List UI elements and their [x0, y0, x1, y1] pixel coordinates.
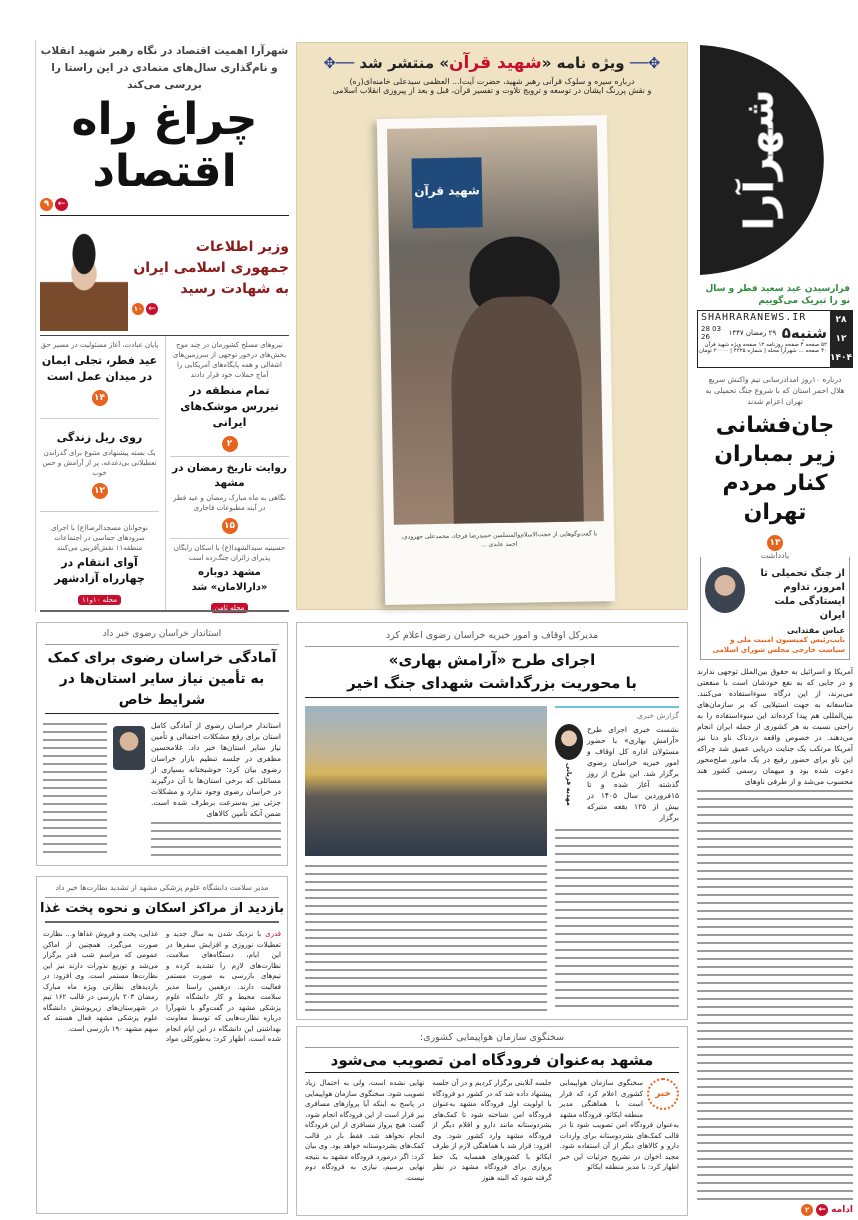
continue-label: ادامه: [831, 1205, 853, 1215]
oped-label: یادداشت: [750, 551, 800, 560]
governor-article: استاندار خراسان رضوی خبر داد آمادگی خراسان رضوی برای کمک به تأمین نیاز سایر استان‌ها در شرایط خاص استاندار خراسان رضوی از آمادگی کامل استان برای رفع مشکلات احتمالی و تأمین نیاز سایر استان‌ها خبر داد. غلامحسین مظفری در جلسه تنظیم بازار خراسان رضوی بیان کرد: خوشبختانه بسیاری از مسائلی که برخی استان‌ها با آن درگیرند در خراسان رضوی وجود ندارد و مشکلات جزئی نیز به‌سرعت برطرف شده است. ضمن آنکه تأمین کالاهای: [36, 622, 288, 866]
arrow-icon: ←: [816, 1204, 828, 1216]
airport-headline[interactable]: مشهد به‌عنوان فرودگاه امن تصویب می‌شود: [330, 1051, 654, 1069]
page-number[interactable]: ۱۰: [133, 305, 143, 313]
date-hijri: ۲۹ رمضان ۱۴۴۷: [728, 329, 777, 337]
cover-photo: [387, 125, 604, 525]
awqaf-article: مدیرکل اوقاف و امور خیریه خراسان رضوی اعلام کرد اجرای طرح «آرامش بهاری» با محوریت بزرگداشت شهدای جنگ اخیر گزارش خبری نشست خبری اجرای طرح «آرامش بهاری» با حضور مسئولان اداره کل اوقاف و امور خیریه خراسان رضوی برگزار شد. این طرح از روز گذشته آغاز شده و تا ۱۵فروردین سال ۱۴۰۵ در بیش از ۱۲۵ بقعه متبرکه برگزار مهدیه قربانی: [296, 622, 688, 1020]
left-lead-kicker: شهرآرا اهمیت اقتصاد در نگاه رهبر شهید انقلاب و نام‌گذاری سال‌های متمادی در این راستا را بررسی می‌کند: [40, 45, 289, 91]
report-label: گزارش خبری: [555, 706, 679, 720]
oped-body: آمریکا و اسرائیل به حقوق بین‌الملل توجهی ندارند و در جایی که به نفع خودشان است با منفعتی می‌برند، از این درگاه سوءاستفاده می‌کنند. متاسفانه به جهت استیلایی که بر سازمان‌های بین‌المللی هم پیدا کرده‌اند این سوءاستفاده را به راحتی نسبت به هر کشوری از جمله ایران انجام می‌دهند. در خصوص واقعه دردناک ناو دنا نیز آمریکا مرتکب یک جنایت دریایی عمیق شد چراکه این ناو برای حضور رفیع در یک مانور صلح‌محور دعوت شده بود و میهمان رسمی کشور هند محسوب می‌شد و از طرفی ناوهای: [697, 667, 853, 786]
continue-page: ۲: [801, 1204, 813, 1216]
awqaf-headline-2[interactable]: با محوریت بزرگداشت شهدای جنگ اخیر: [347, 674, 637, 692]
left-lead-headline-2[interactable]: اقتصاد: [92, 146, 237, 197]
oped-author: عباس مقتدایی: [787, 626, 845, 635]
brief-item[interactable]: پایان عبادت، آغاز مسئولیت در مسیر حق عید فطر، تجلی ایمان در میدان عمل است ۱۴: [40, 336, 159, 410]
ornament-icon: ✥──: [629, 54, 661, 72]
author-photo: [705, 567, 745, 613]
minister-headline[interactable]: وزیر اطلاعات جمهوری اسلامی ایران به شهادت رسید: [133, 239, 289, 297]
date-month: ۱۲: [835, 333, 847, 344]
page-number[interactable]: ۱۳: [767, 535, 783, 551]
ornament-icon: ──✥: [323, 54, 355, 72]
right-lead-kicker: درباره ۱۰روز امدادرسانی تیم واکنش سریع هلال احمر استان که با شروع جنگ تحمیلی به تهران اعزام شدند: [705, 375, 845, 406]
date-year: ۱۴۰۴: [830, 352, 852, 363]
health-article: مدیر سلامت دانشگاه علوم پزشکی مشهد از تشدید نظارت‌ها خبر داد بازدید از مراکز اسکان و نحوه پخت غذا قدری با نزدیک شدن به سال جدید و تعطیلات نوروزی و افزایش سفرها در این ایام، دستگاه‌های سلامت، نظارت‌های لازم را تشدید کرده و تیم‌های بازرسی به صورت مستمر فعالیت دارند. درهمین راستا مدیر سلامت محیط و کار دانشگاه علوم پزشکی مشهد در گفت‌وگو با شهرآرا درباره نظارت‌هایی که توسط معاونت بهداشتی این دانشگاه در این ایام انجام شده است، اظهار کرد: به‌طورکلی مواد غذایی، پخت و فروش غذاها و... نظارت صورت می‌گیرد. همچنین از اماکن عمومی که مراسم شب قدر برگزار می‌شد و توزیع نذورات دارند نیز این نظارت‌ها مستمر است. وی افزود: در بازدیدهای نظارتی ویژه ماه مبارک رمضان ۲۰۳ بازرسی در قالب ۱۶۲ تیم در شهرستان‌های زیرپوشش دانشگاه علوم پزشکی مشهد فعال هستند که سهم مشهد ۱۹۰ بازرسی است.: [36, 876, 288, 1214]
special-title[interactable]: ✥── ویژه نامه «شهید قرآن» منتشر شد ──✥: [323, 53, 661, 73]
special-desc-1: درباره سیره و سلوک قرآنی رهبر شهید، حضرت آیت‌ا... العظمی سیدعلی خامنه‌ای(ره): [349, 77, 635, 86]
left-lead-headline-1[interactable]: چراغ راه: [71, 94, 258, 145]
date-box: [697, 310, 853, 368]
issue-info-2: ۴۰ صفحه ... شهرآرا محله | شماره ۴۲۲۵ | ۲۰۰۰۰ تومان: [698, 348, 827, 354]
health-headline[interactable]: بازدید از مراکز اسکان و نحوه پخت غذا: [40, 901, 284, 916]
right-column: [697, 374, 853, 1216]
official-photo: [113, 726, 145, 770]
logo-graphic: [700, 45, 850, 275]
awqaf-headline-1[interactable]: اجرای طرح «آرامش بهاری»: [388, 651, 596, 669]
oped-body-continued: [697, 787, 853, 1201]
cover-title: شهید قرآن: [411, 157, 482, 228]
section-tag[interactable]: محله ۱۰و۱۱: [78, 595, 121, 605]
oped-box: [700, 551, 850, 660]
oped-title[interactable]: از جنگ تحمیلی تا امروز، تداوم ایستادگی ملت ایران: [760, 568, 845, 621]
divider: [40, 215, 289, 216]
cover-caption: با گفت‌وگوهایی از حجت‌الاسلام‌والمسلمین حمیدرضا فرجاد، محمدعلی جهرودی، احمد عابدی ...: [400, 530, 598, 549]
date-gregorian: 28 03 26: [701, 325, 722, 341]
briefs-grid: [40, 336, 289, 610]
continue-link[interactable]: [697, 1204, 853, 1216]
oped-author-role: نایب‌رئیس کمیسیون امنیت ملی و سیاست خارجی مجلس شورای اسلامی: [712, 636, 845, 654]
reporter-name: مهدیه قربانی: [565, 763, 573, 806]
reporter-photo: [555, 724, 583, 760]
section-tag[interactable]: محله ثامن: [211, 603, 249, 613]
special-desc-2: و نقش پررنگ ایشان در توسعه و ترویج تلاوت و تفسیر قرآن، قبل و بعد از پیروزی انقلاب اسلامی: [332, 86, 652, 95]
brief-item[interactable]: نیروهای مسلح کشورمان در چند موج بخش‌های درخور توجهی از سرزمین‌های اشغالی و همه پایگاه‌های آمریکایی را آماج حملات خود قرار دادند تمام منطقه در تیررس موشک‌های ایرانی ۲: [170, 336, 289, 456]
byline: قدری: [265, 930, 281, 938]
health-body: با نزدیک شدن به سال جدید و تعطیلات نوروزی و افزایش سفرها در این ایام، دستگاه‌های سلامت، نظارت‌های لازم را تشدید کرده و تیم‌های بازرسی به صورت مستمر فعالیت دارند. درهمین راستا مدیر سلامت محیط و کار دانشگاه علوم پزشکی مشهد در گفت‌وگو با شهرآرا درباره نظارت‌هایی که توسط معاونت بهداشتی این دانشگاه در این ایام انجام شده است، اظهار کرد: به‌طورکلی مواد غذایی، پخت و فروش غذاها و... نظارت صورت می‌گیرد. همچنین از اماکن عمومی که مراسم شب قدر برگزار می‌شد و توزیع نذورات دارند نیز این نظارت‌ها مستمر است. وی افزود: در بازدیدهای نظارتی ویژه ماه مبارک رمضان ۲۰۳ بازرسی در قالب ۱۶۲ تیم در شهرستان‌های زیرپوشش دانشگاه علوم پزشکی مشهد فعال هستند که سهم مشهد ۱۹۰ بازرسی است.: [43, 930, 281, 1043]
arrow-icon: ←: [146, 303, 158, 315]
arrow-icon: ←: [55, 198, 68, 211]
issue-info-1: ۵۲ صفحه ۴ صفحه روزنامه ۱۲ صفحه ویژه شهید قرآن: [704, 342, 827, 348]
greeting: فرارسیدن عید سعید فطر و سال نو را تبریک می‌گوییم: [705, 284, 850, 306]
minister-photo: [40, 221, 128, 331]
magazine-cover[interactable]: [377, 115, 615, 605]
brief-item[interactable]: روایت تاریخ رمضان در مشهد نگاهی به ماه مبارک رمضان و عید فطر در آینه مطبوعات قاجاری ۱۵: [170, 457, 289, 538]
airport-article: سخنگوی سازمان هواپیمایی کشوری: مشهد به‌عنوان فرودگاه امن تصویب می‌شود خبر سخنگوی سازمان هواپیمایی کشوری اعلام کرد که قرار است با هماهنگی مدیر منطقه ایکائو، فرودگاه مشهد به‌عنوان فرودگاه امن تصویب شود تا در قالب کمک‌های بشردوستانه برای واردات دارو و کالاهای دیگر از آن استفاده شود. مجید اخوان در تشریح جزئیات این خبر اظهار کرد: با مدیر منطقه ایکائو جلسه آنلاینی برگزار کردیم و در آن جلسه پیشنهاد داده شد که در کشور دو فرودگاه با اولویت اول فرودگاه مشهد به‌عنوان فرودگاه امن شناخته شود تا کمک‌های بشردوستانه مانند دارو و اقلام دیگر از فرودگاه مشهد وارد کشور شود. وی افزود: قرار شد با هماهنگی لازم از طرف ایکائو با کشورهای همسایه یک خط پروازی برای فرودگاه مشهد در نظر گرفته شود که البته هنوز نهایی نشده است، ولی به احتمال زیاد تصویب شود. سخنگوی سازمان هواپیمایی در پاسخ به اینکه آیا پروازهای مسافری نیز قرار است از این فرودگاه انجام شود، گفت: هیچ پرواز مسافری از این فرودگاه انجام نخواهد شد. فقط بار در قالب کمک‌های بشردوستانه خواهد بود. وی بیان کرد: اگر درمورد فرودگاه مشهد به نتیجه نهایی برسیم، نیازی به فرودگاه دوم نیست.: [296, 1026, 688, 1216]
governor-headline[interactable]: آمادگی خراسان رضوی برای کمک به تأمین نیاز سایر استان‌ها در شرایط خاص: [47, 650, 277, 708]
brief-item[interactable]: حسینیه سیدالشهدا(ع) با اسکان رایگان پذیرای زائران جنگ‌زده است مشهد دوباره «دارالامان» شد محله ثامن: [173, 544, 286, 612]
weekday: ۵شنبه: [781, 324, 827, 342]
news-badge: خبر: [647, 1078, 679, 1110]
minister-row: [40, 221, 289, 331]
brief-item[interactable]: نوجوانان مسجدالرضا(ع) با اجرای سرودهای حماسی در اجتماعات منطقه۱۱ نقش‌آفرینی می‌کنند آوای انتقام در چهارراه آزادشهر محله ۱۰و۱۱: [51, 524, 148, 604]
press-conference-photo: [305, 706, 547, 856]
left-top-column: [35, 40, 293, 612]
special-issue-box: [296, 42, 688, 610]
date-day: ۲۸: [835, 315, 847, 326]
governor-body: استاندار خراسان رضوی از آمادگی کامل استان برای رفع مشکلات احتمالی و تأمین نیاز سایر استان‌ها خبر داد. غلامحسین مظفری در جلسه تنظیم بازار خراسان رضوی بیان کرد: خوشبختانه بسیاری از مسائلی که برخی استان‌ها با آن درگیرند در خراسان رضوی وجود ندارد و مشکلات جزئی نیز به‌سرعت برطرف شده است. ضمن آنکه تأمین کالاهای: [151, 721, 281, 818]
brief-item[interactable]: روی ریل زندگی یک بسته پیشنهادی متنوع برای گذراندن تعطیلاتی بی‌دغدغه، پر از آرامش و حس خوب ۱۲: [40, 426, 159, 503]
logo-text: شهرآرا: [737, 89, 783, 231]
website[interactable]: SHAHRARANEWS.IR: [701, 312, 807, 323]
right-lead-headline[interactable]: جان‌فشانی زیر بمباران کنار مردم تهران: [714, 413, 836, 525]
page-number[interactable]: ۹: [40, 198, 53, 211]
masthead-logo: [700, 45, 850, 275]
